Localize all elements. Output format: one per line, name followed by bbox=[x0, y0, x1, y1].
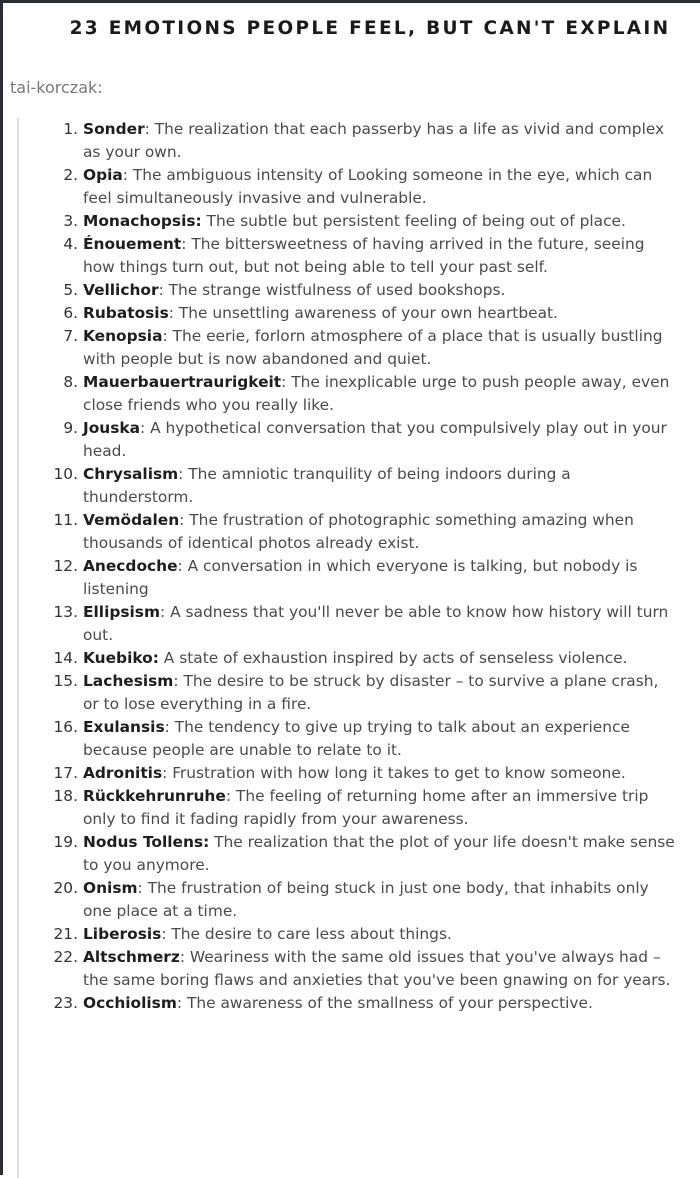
emotion-definition: The frustration of photographic something amazing when thousands of identical photos already exist. bbox=[83, 511, 634, 552]
emotion-definition: The feeling of returning home after an immersive trip only to find it fading rapidly from your awareness. bbox=[83, 787, 649, 828]
emotion-definition: The eerie, forlorn atmosphere of a place that is usually bustling with people but is now abandoned and quiet. bbox=[83, 327, 663, 368]
item-number: 4. bbox=[63, 235, 78, 253]
item-number: 16. bbox=[53, 718, 78, 736]
list-item bbox=[0, 417, 675, 463]
emotion-term: Exulansis bbox=[83, 718, 165, 736]
window-frame-top bbox=[0, 0, 700, 3]
term-separator: : bbox=[177, 557, 183, 575]
item-number: 22. bbox=[53, 948, 78, 966]
list-item bbox=[0, 923, 675, 946]
list-item bbox=[0, 164, 675, 210]
list-item bbox=[0, 670, 675, 716]
list-item bbox=[0, 946, 675, 992]
term-separator: : bbox=[158, 281, 164, 299]
emotion-definition: A hypothetical conversation that you compulsively play out in your head. bbox=[83, 419, 667, 460]
emotion-term: Lachesism bbox=[83, 672, 174, 690]
emotion-term: Sonder bbox=[83, 120, 145, 138]
list-item bbox=[0, 463, 675, 509]
emotion-definition: The desire to be struck by disaster – to survive a plane crash, or to lose everything in a fire. bbox=[83, 672, 659, 713]
list-item bbox=[0, 647, 675, 670]
item-number: 12. bbox=[53, 557, 78, 575]
term-separator: : bbox=[281, 373, 287, 391]
item-number: 15. bbox=[53, 672, 78, 690]
item-number: 3. bbox=[63, 212, 78, 230]
list-item bbox=[0, 785, 675, 831]
emotion-term: Kenopsia bbox=[83, 327, 163, 345]
term-separator: : bbox=[164, 718, 170, 736]
emotion-definition: Weariness with the same old issues that you've always had – the same boring flaws and anxieties that you've been gnawing on for years. bbox=[83, 948, 671, 989]
term-separator: : bbox=[225, 787, 232, 805]
item-number: 20. bbox=[53, 879, 78, 897]
item-number: 2. bbox=[63, 166, 78, 184]
emotion-definition: The strange wistfulness of used bookshops. bbox=[163, 281, 506, 299]
list-item bbox=[0, 118, 675, 164]
term-separator: : bbox=[137, 879, 143, 897]
emotion-term: Onism bbox=[83, 879, 138, 897]
emotion-definition: The tendency to give up trying to talk about an experience because people are unable to relate to it. bbox=[83, 718, 630, 759]
emotion-definition: The ambiguous intensity of Looking someone in the eye, which can feel simultaneously invasive and vulnerable. bbox=[83, 166, 653, 207]
author-name: tai-korczak: bbox=[10, 78, 103, 97]
list-item bbox=[0, 992, 675, 1015]
emotion-definition: The realization that each passerby has a life as vivid and complex as your own. bbox=[83, 120, 665, 161]
term-separator: : bbox=[179, 511, 185, 529]
list-item bbox=[0, 877, 675, 923]
item-number: 18. bbox=[53, 787, 78, 805]
emotion-definition: The realization that the plot of your life doesn't make sense to you anymore. bbox=[83, 833, 675, 874]
emotion-definition: The frustration of being stuck in just one body, that inhabits only one place at a time. bbox=[83, 879, 649, 920]
emotion-term: Vemödalen bbox=[83, 511, 180, 529]
list-item bbox=[0, 831, 675, 877]
term-separator: : bbox=[140, 419, 146, 437]
item-number: 11. bbox=[53, 511, 78, 529]
term-separator: : bbox=[160, 603, 166, 621]
list-item bbox=[0, 302, 675, 325]
list-item bbox=[0, 601, 675, 647]
item-number: 19. bbox=[53, 833, 78, 851]
emotion-term: Adronitis bbox=[83, 764, 163, 782]
emotion-term: Kuebiko: bbox=[83, 649, 159, 667]
item-number: 17. bbox=[53, 764, 78, 782]
emotion-definition: A conversation in which everyone is talking, but nobody is listening bbox=[83, 557, 638, 598]
term-separator: : bbox=[178, 465, 184, 483]
emotion-term: Ellipsism bbox=[83, 603, 160, 621]
item-number: 23. bbox=[53, 994, 78, 1012]
emotion-term: Liberosis bbox=[83, 925, 162, 943]
emotion-list bbox=[0, 118, 680, 1015]
term-separator: : bbox=[144, 120, 150, 138]
term-separator: : bbox=[161, 925, 167, 943]
term-separator: : bbox=[181, 235, 187, 253]
emotion-term: Opia bbox=[83, 166, 123, 184]
term-separator: : bbox=[122, 166, 128, 184]
emotion-definition: The subtle but persistent feeling of being out of place. bbox=[201, 212, 626, 230]
emotion-term: Altschmerz bbox=[83, 948, 180, 966]
item-number: 6. bbox=[63, 304, 78, 322]
emotion-term: Jouska bbox=[83, 419, 141, 437]
term-separator: : bbox=[173, 672, 179, 690]
item-number: 21. bbox=[53, 925, 78, 943]
item-number: 9. bbox=[63, 419, 78, 437]
item-number: 13. bbox=[53, 603, 78, 621]
list-item bbox=[0, 210, 675, 233]
page-title: 23 EMOTIONS PEOPLE FEEL, BUT CAN'T EXPLAIN bbox=[69, 18, 671, 39]
item-number: 5. bbox=[63, 281, 78, 299]
emotion-definition: The amniotic tranquility of being indoors during a thunderstorm. bbox=[83, 465, 571, 506]
emotion-term: Chrysalism bbox=[83, 465, 179, 483]
emotion-definition: A state of exhaustion inspired by acts of senseless violence. bbox=[158, 649, 628, 667]
list-item bbox=[0, 762, 675, 785]
emotion-term: Monachopsis: bbox=[83, 212, 202, 230]
item-number: 1. bbox=[63, 120, 78, 138]
emotion-definition: Frustration with how long it takes to get to know someone. bbox=[167, 764, 626, 782]
term-separator: : bbox=[168, 304, 174, 322]
list-item bbox=[0, 716, 675, 762]
list-item bbox=[0, 555, 675, 601]
emotion-term: Rückkehrunruhe bbox=[83, 787, 226, 805]
emotion-term: Anecdoche bbox=[83, 557, 178, 575]
item-number: 10. bbox=[53, 465, 78, 483]
list-item bbox=[0, 509, 675, 555]
item-number: 14. bbox=[53, 649, 78, 667]
emotion-term: Nodus Tollens: bbox=[83, 833, 210, 851]
emotion-definition: The desire to care less about things. bbox=[166, 925, 452, 943]
item-number: 7. bbox=[63, 327, 78, 345]
emotion-term: Énouement bbox=[83, 235, 182, 253]
emotion-term: Vellichor bbox=[83, 281, 159, 299]
emotion-definition: The awareness of the smallness of your perspective. bbox=[182, 994, 593, 1012]
term-separator: : bbox=[176, 994, 183, 1012]
emotion-definition: The unsettling awareness of your own heartbeat. bbox=[173, 304, 558, 322]
list-item bbox=[0, 325, 675, 371]
list-item bbox=[0, 279, 675, 302]
emotion-term: Mauerbauertraurigkeit bbox=[83, 373, 282, 391]
emotion-definition: A sadness that you'll never be able to know how history will turn out. bbox=[83, 603, 669, 644]
emotion-definition: The bittersweetness of having arrived in the future, seeing how things turn out, but not being able to tell your past self. bbox=[83, 235, 645, 276]
term-separator: : bbox=[179, 948, 185, 966]
term-separator: : bbox=[162, 327, 168, 345]
emotion-definition: The inexplicable urge to push people away, even close friends who you really like. bbox=[83, 373, 670, 414]
item-number: 8. bbox=[63, 373, 78, 391]
list-item bbox=[0, 371, 675, 417]
emotion-term: Rubatosis bbox=[83, 304, 169, 322]
term-separator: : bbox=[162, 764, 168, 782]
list-item bbox=[0, 233, 675, 279]
emotion-term: Occhiolism bbox=[83, 994, 177, 1012]
